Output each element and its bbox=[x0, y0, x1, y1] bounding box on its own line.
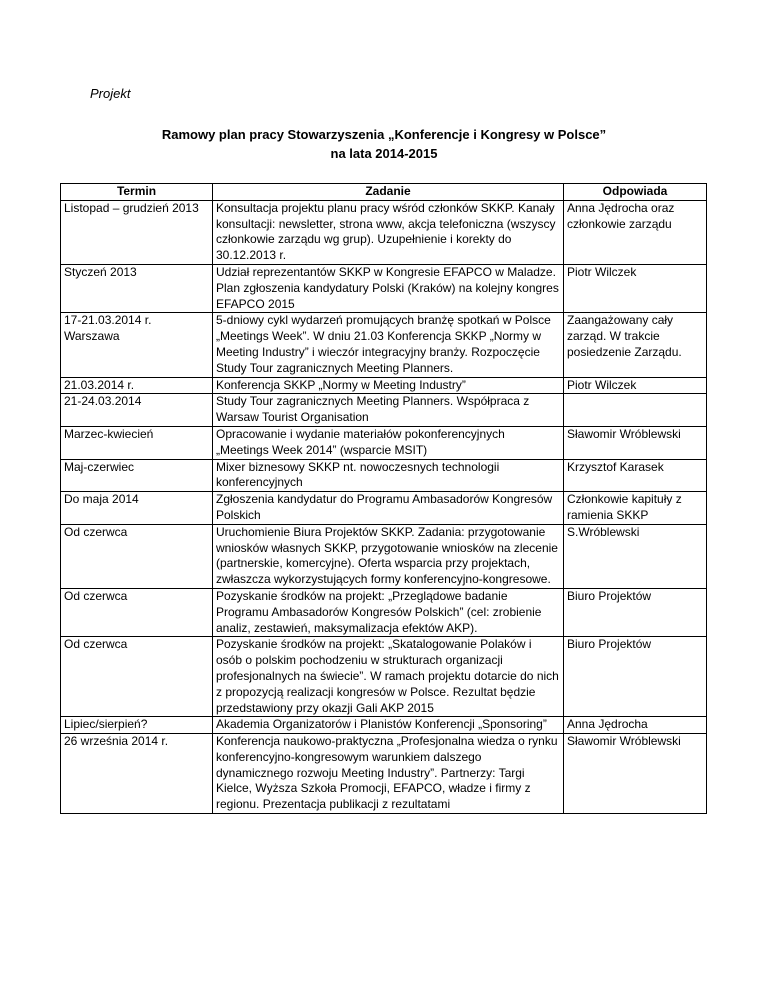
cell-term: Od czerwca bbox=[61, 588, 213, 636]
cell-term: Maj-czerwiec bbox=[61, 459, 213, 492]
document-title bbox=[60, 125, 708, 163]
table-row bbox=[61, 200, 707, 264]
cell-owner: Członkowie kapituły z ramienia SKKP bbox=[564, 492, 707, 525]
table-row bbox=[61, 588, 707, 636]
cell-term: Do maja 2014 bbox=[61, 492, 213, 525]
cell-term: Od czerwca bbox=[61, 524, 213, 588]
document-label: Projekt bbox=[90, 86, 131, 101]
cell-term: Marzec-kwiecień bbox=[61, 426, 213, 459]
cell-owner: Anna Jędrocha oraz członkowie zarządu bbox=[564, 200, 707, 264]
cell-owner: Sławomir Wróblewski bbox=[564, 426, 707, 459]
cell-owner: Zaangażowany cały zarząd. W trakcie posiedzenie Zarządu. bbox=[564, 313, 707, 377]
cell-owner: Biuro Projektów bbox=[564, 588, 707, 636]
table-row bbox=[61, 264, 707, 312]
work-plan-table bbox=[60, 183, 707, 814]
cell-task: Study Tour zagranicznych Meeting Planners. Współpraca z Warsaw Tourist Organisation bbox=[213, 394, 564, 427]
cell-task: Uruchomienie Biura Projektów SKKP. Zadania: przygotowanie wniosków własnych SKKP, przygotowanie wniosków na zlecenie (partnerskie, komercyjne). Oferta wsparcia przy projektach, zwłaszcza wykorzystujących formy konferencyjno-kongresowe. bbox=[213, 524, 564, 588]
table-row bbox=[61, 524, 707, 588]
cell-task: Konferencja naukowo-praktyczna „Profesjonalna wiedza o rynku konferencyjno-kongresowym warunkiem dalszego dynamicznego rozwoju Meeting Industry”. Partnerzy: Targi Kielce, Wyższa Szkoła Promocji, EFAPCO, władze i firmy z regionu. Prezentacja publikacji z rezultatami bbox=[213, 734, 564, 814]
cell-task: Opracowanie i wydanie materiałów pokonferencyjnych „Meetings Week 2014” (wsparcie MSIT) bbox=[213, 426, 564, 459]
cell-term: Od czerwca bbox=[61, 637, 213, 717]
table-row bbox=[61, 492, 707, 525]
table-row bbox=[61, 637, 707, 717]
cell-owner: Krzysztof Karasek bbox=[564, 459, 707, 492]
cell-owner: Sławomir Wróblewski bbox=[564, 734, 707, 814]
table-row bbox=[61, 734, 707, 814]
cell-task: Mixer biznesowy SKKP nt. nowoczesnych technologii konferencyjnych bbox=[213, 459, 564, 492]
cell-term: 17-21.03.2014 r. Warszawa bbox=[61, 313, 213, 377]
cell-owner: Piotr Wilczek bbox=[564, 264, 707, 312]
cell-term: 21-24.03.2014 bbox=[61, 394, 213, 427]
cell-owner bbox=[564, 394, 707, 427]
cell-task: 5-dniowy cykl wydarzeń promujących branżę spotkań w Polsce „Meetings Week”. W dniu 21.03 Konferencja SKKP „Normy w Meeting Industry” i wieczór integracyjny branży. Rozpoczęcie Study Tour zagranicznych Meeting Planners. bbox=[213, 313, 564, 377]
cell-task: Konsultacja projektu planu pracy wśród członków SKKP. Kanały konsultacji: newsletter, strona www, akcja telefoniczna (wszyscy członkowie zarządu wg grup). Uzupełnienie i korekty do 30.12.2013 r. bbox=[213, 200, 564, 264]
table-row bbox=[61, 377, 707, 394]
cell-task: Pozyskanie środków na projekt: „Przeglądowe badanie Programu Ambasadorów Kongresów Polskich” (cel: zrobienie analiz, zestawień, maksymalizacja efektów AKP). bbox=[213, 588, 564, 636]
cell-term: 26 września 2014 r. bbox=[61, 734, 213, 814]
table-row bbox=[61, 313, 707, 377]
table-row bbox=[61, 459, 707, 492]
column-header-task: Zadanie bbox=[213, 184, 564, 201]
cell-task: Akademia Organizatorów i Planistów Konferencji „Sponsoring” bbox=[213, 717, 564, 734]
cell-task: Udział reprezentantów SKKP w Kongresie EFAPCO w Maladze. Plan zgłoszenia kandydatury Polski (Kraków) na kolejny kongres EFAPCO 2015 bbox=[213, 264, 564, 312]
table-row bbox=[61, 717, 707, 734]
cell-owner: Piotr Wilczek bbox=[564, 377, 707, 394]
cell-task: Zgłoszenia kandydatur do Programu Ambasadorów Kongresów Polskich bbox=[213, 492, 564, 525]
column-header-owner: Odpowiada bbox=[564, 184, 707, 201]
cell-term: Styczeń 2013 bbox=[61, 264, 213, 312]
table-header-row bbox=[61, 184, 707, 201]
cell-term: Lipiec/sierpień? bbox=[61, 717, 213, 734]
cell-owner: Anna Jędrocha bbox=[564, 717, 707, 734]
cell-term: 21.03.2014 r. bbox=[61, 377, 213, 394]
cell-owner: S.Wróblewski bbox=[564, 524, 707, 588]
cell-term: Listopad – grudzień 2013 bbox=[61, 200, 213, 264]
title-line-1: Ramowy plan pracy Stowarzyszenia „Konferencje i Kongresy w Polsce” bbox=[161, 127, 607, 142]
table-row bbox=[61, 426, 707, 459]
cell-owner: Biuro Projektów bbox=[564, 637, 707, 717]
cell-task: Pozyskanie środków na projekt: „Skatalogowanie Polaków i osób o polskim pochodzeniu w strukturach organizacji profesjonalnych na świecie”. W ramach projektu dotarcie do nich z propozycją realizacji kongresów w Polsce. Rezultat będzie przedstawiony przy okazji Gali AKP 2015 bbox=[213, 637, 564, 717]
table-row bbox=[61, 394, 707, 427]
column-header-term: Termin bbox=[61, 184, 213, 201]
title-line-2: na lata 2014-2015 bbox=[330, 146, 438, 161]
cell-task: Konferencja SKKP „Normy w Meeting Industry” bbox=[213, 377, 564, 394]
